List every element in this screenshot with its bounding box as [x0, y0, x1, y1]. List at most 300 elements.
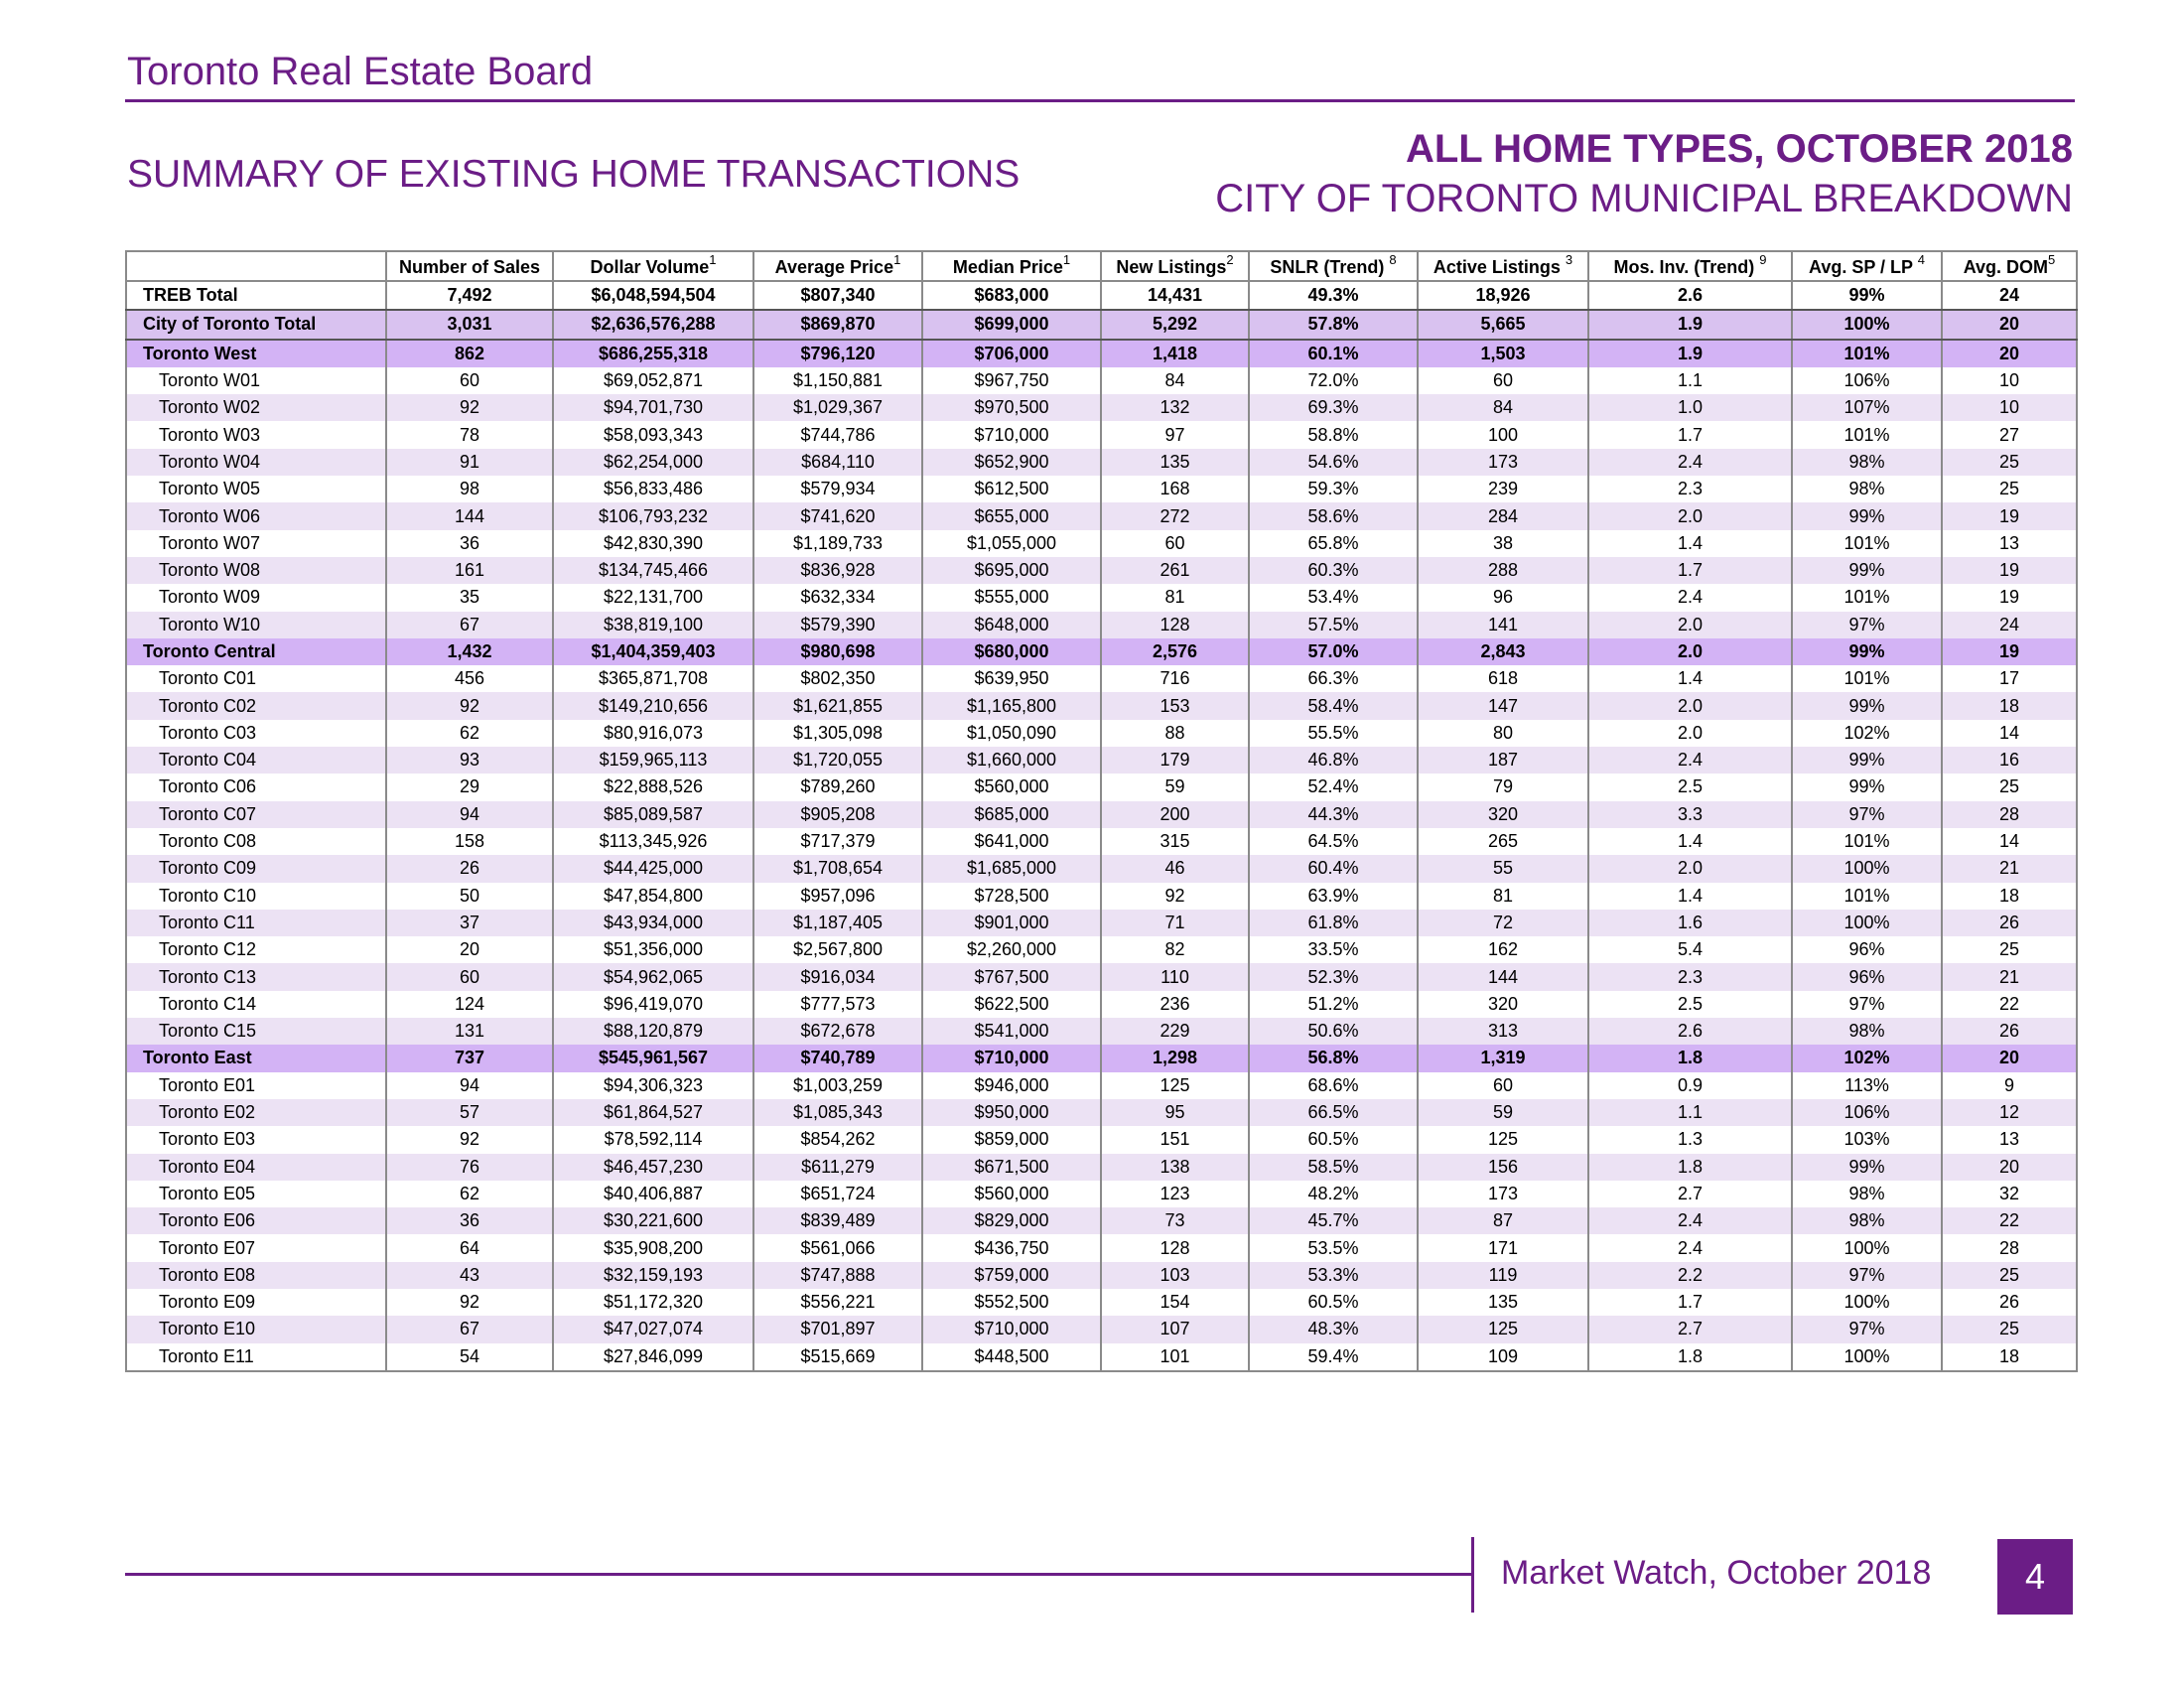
table-cell: 2.7: [1588, 1181, 1792, 1207]
table-cell: 60: [386, 367, 553, 394]
table-cell: $1,189,733: [753, 530, 922, 557]
table-cell: 94: [386, 1072, 553, 1099]
table-cell: 27: [1942, 421, 2077, 448]
table-cell: $741,620: [753, 502, 922, 529]
table-cell: 63.9%: [1249, 883, 1418, 910]
table-cell: 20: [1942, 1045, 2077, 1071]
table-row: [126, 883, 2077, 910]
row-label: City of Toronto Total: [126, 310, 386, 339]
table-cell: $728,500: [922, 883, 1101, 910]
table-cell: $651,724: [753, 1181, 922, 1207]
row-label: Toronto W06: [126, 502, 386, 529]
table-cell: 59.3%: [1249, 476, 1418, 502]
table-cell: 124: [386, 991, 553, 1018]
table-cell: $106,793,232: [553, 502, 753, 529]
table-cell: 32: [1942, 1181, 2077, 1207]
row-label: Toronto E11: [159, 1345, 254, 1366]
table-cell: 99%: [1792, 638, 1942, 665]
table-cell: 92: [386, 1289, 553, 1316]
table-cell: 66.3%: [1249, 665, 1418, 692]
table-row: [126, 991, 2077, 1018]
row-label: Toronto E01: [159, 1074, 256, 1095]
table-cell: 106%: [1792, 1099, 1942, 1126]
table-cell: $740,789: [753, 1045, 922, 1071]
table-cell: $62,254,000: [553, 449, 753, 476]
table-cell: 125: [1418, 1316, 1588, 1342]
row-label: Toronto W03: [159, 424, 261, 445]
table-cell: $149,210,656: [553, 692, 753, 719]
table-cell: 60.1%: [1249, 340, 1418, 367]
table-cell: 25: [1942, 936, 2077, 963]
table-cell: $759,000: [922, 1262, 1101, 1289]
table-cell: 99%: [1792, 281, 1942, 310]
table-cell: 84: [1101, 367, 1249, 394]
table-cell: $699,000: [922, 310, 1101, 339]
table-cell: 94: [386, 801, 553, 828]
report-title: ALL HOME TYPES, OCTOBER 2018: [1405, 127, 2073, 171]
table-cell: 2.5: [1588, 991, 1792, 1018]
table-cell: $561,066: [753, 1234, 922, 1261]
row-label: Toronto W09: [159, 587, 261, 608]
table-cell: 58.4%: [1249, 692, 1418, 719]
row-label: Toronto E09: [159, 1292, 256, 1313]
table-cell: $30,221,600: [553, 1207, 753, 1234]
table-cell: 58.8%: [1249, 421, 1418, 448]
table-cell: 67: [386, 612, 553, 638]
table-cell: $807,340: [753, 281, 922, 310]
table-cell: $767,500: [922, 963, 1101, 990]
table-cell: 25: [1942, 1316, 2077, 1342]
table-cell: $134,745,466: [553, 557, 753, 584]
table-cell: 95: [1101, 1099, 1249, 1126]
table-cell: 14,431: [1101, 281, 1249, 310]
table-cell: $47,027,074: [553, 1316, 753, 1342]
table-cell: 52.4%: [1249, 774, 1418, 800]
table-cell: 125: [1101, 1072, 1249, 1099]
table-cell: $905,208: [753, 801, 922, 828]
table-cell: 102%: [1792, 1045, 1942, 1071]
table-cell: 60: [1418, 367, 1588, 394]
table-cell: $946,000: [922, 1072, 1101, 1099]
table-cell: 265: [1418, 828, 1588, 855]
table-cell: $1,621,855: [753, 692, 922, 719]
table-cell: 62: [386, 1181, 553, 1207]
table-cell: 1.7: [1588, 421, 1792, 448]
table-cell: $51,356,000: [553, 936, 753, 963]
table-cell: 65.8%: [1249, 530, 1418, 557]
table-cell: $950,000: [922, 1099, 1101, 1126]
table-cell: 173: [1418, 449, 1588, 476]
table-cell: 60.5%: [1249, 1126, 1418, 1153]
table-cell: 20: [1942, 1154, 2077, 1181]
table-cell: 19: [1942, 584, 2077, 611]
table-cell: 1.7: [1588, 1289, 1792, 1316]
table-cell: 106%: [1792, 367, 1942, 394]
table-cell: $365,871,708: [553, 665, 753, 692]
table-cell: $717,379: [753, 828, 922, 855]
table-cell: $1,003,259: [753, 1072, 922, 1099]
table-cell: 151: [1101, 1126, 1249, 1153]
row-label: Toronto C15: [126, 1018, 386, 1045]
table-row: [126, 1181, 2077, 1207]
table-cell: 93: [386, 747, 553, 774]
table-cell: 59.4%: [1249, 1343, 1418, 1371]
table-cell: 97%: [1792, 801, 1942, 828]
table-cell: $695,000: [922, 557, 1101, 584]
table-cell: 2.3: [1588, 963, 1792, 990]
table-cell: $515,669: [753, 1343, 922, 1371]
table-cell: 81: [1101, 584, 1249, 611]
table-cell: 43: [386, 1262, 553, 1289]
table-cell: 1.1: [1588, 1099, 1792, 1126]
table-cell: 60.3%: [1249, 557, 1418, 584]
table-cell: 2.0: [1588, 692, 1792, 719]
table-cell: 16: [1942, 747, 2077, 774]
table-cell: 109: [1418, 1343, 1588, 1371]
table-cell: $436,750: [922, 1234, 1101, 1261]
table-cell: $80,916,073: [553, 720, 753, 747]
table-cell: 2.5: [1588, 774, 1792, 800]
row-label: Toronto C07: [126, 801, 386, 828]
table-row: [126, 1289, 2077, 1316]
table-cell: $686,255,318: [553, 340, 753, 367]
table-cell: 107: [1101, 1316, 1249, 1342]
table-cell: 92: [386, 1126, 553, 1153]
table-cell: 24: [1942, 281, 2077, 310]
table-cell: 2.2: [1588, 1262, 1792, 1289]
table-cell: $1,055,000: [922, 530, 1101, 557]
table-cell: $839,489: [753, 1207, 922, 1234]
table-cell: 92: [386, 394, 553, 421]
table-cell: $639,950: [922, 665, 1101, 692]
table-cell: 64: [386, 1234, 553, 1261]
table-cell: 25: [1942, 774, 2077, 800]
table-cell: $560,000: [922, 1181, 1101, 1207]
table-cell: 72.0%: [1249, 367, 1418, 394]
table-cell: 128: [1101, 1234, 1249, 1261]
table-cell: 103: [1101, 1262, 1249, 1289]
table-cell: 48.2%: [1249, 1181, 1418, 1207]
total-row: [126, 281, 2077, 310]
city-row: [126, 310, 2077, 339]
column-header-new-listings: New Listings$^2$: [1101, 251, 1249, 281]
table-cell: $38,819,100: [553, 612, 753, 638]
table-cell: $701,897: [753, 1316, 922, 1342]
region-row: [126, 638, 2077, 665]
table-row: [126, 692, 2077, 719]
table-cell: 2.0: [1588, 720, 1792, 747]
table-cell: 98%: [1792, 1018, 1942, 1045]
table-cell: $56,833,486: [553, 476, 753, 502]
table-cell: 53.4%: [1249, 584, 1418, 611]
table-row: [126, 394, 2077, 421]
table-cell: 99%: [1792, 502, 1942, 529]
table-cell: $859,000: [922, 1126, 1101, 1153]
table-cell: $47,854,800: [553, 883, 753, 910]
table-cell: 29: [386, 774, 553, 800]
table-cell: 97%: [1792, 1316, 1942, 1342]
table-cell: 66.5%: [1249, 1099, 1418, 1126]
table-cell: 25: [1942, 476, 2077, 502]
table-cell: 1.8: [1588, 1045, 1792, 1071]
table-cell: 123: [1101, 1181, 1249, 1207]
table-cell: $970,500: [922, 394, 1101, 421]
table-cell: $94,701,730: [553, 394, 753, 421]
table-cell: 156: [1418, 1154, 1588, 1181]
table-cell: 21: [1942, 963, 2077, 990]
table-cell: $829,000: [922, 1207, 1101, 1234]
row-label: Toronto E07: [159, 1237, 256, 1258]
table-cell: $51,172,320: [553, 1289, 753, 1316]
table-row: [126, 665, 2077, 692]
table-cell: 59: [1101, 774, 1249, 800]
table-row: [126, 476, 2077, 502]
table-cell: $612,500: [922, 476, 1101, 502]
table-row: [126, 1099, 2077, 1126]
table-row: [126, 1126, 2077, 1153]
table-cell: 59: [1418, 1099, 1588, 1126]
row-label: Toronto West: [126, 340, 386, 367]
table-cell: 60: [1418, 1072, 1588, 1099]
table-cell: 101%: [1792, 883, 1942, 910]
table-cell: $622,500: [922, 991, 1101, 1018]
table-cell: $683,000: [922, 281, 1101, 310]
table-cell: 99%: [1792, 1154, 1942, 1181]
table-cell: $680,000: [922, 638, 1101, 665]
table-cell: 78: [386, 421, 553, 448]
table-cell: 10: [1942, 367, 2077, 394]
table-cell: 46: [1101, 855, 1249, 882]
table-cell: 97%: [1792, 612, 1942, 638]
table-cell: 57.0%: [1249, 638, 1418, 665]
table-cell: 101%: [1792, 584, 1942, 611]
table-row: [126, 557, 2077, 584]
table-cell: 2.6: [1588, 281, 1792, 310]
table-cell: $22,131,700: [553, 584, 753, 611]
table-cell: 168: [1101, 476, 1249, 502]
table-cell: 97%: [1792, 991, 1942, 1018]
row-label: Toronto C13: [126, 963, 386, 990]
table-cell: $632,334: [753, 584, 922, 611]
table-cell: 37: [386, 910, 553, 936]
table-cell: $710,000: [922, 1045, 1101, 1071]
table-cell: 18: [1942, 692, 2077, 719]
table-cell: 18,926: [1418, 281, 1588, 310]
row-label: Toronto W01: [159, 370, 261, 391]
table-cell: $710,000: [922, 421, 1101, 448]
table-cell: 147: [1418, 692, 1588, 719]
table-cell: 20: [1942, 340, 2077, 367]
table-cell: $448,500: [922, 1343, 1101, 1371]
table-cell: 69.3%: [1249, 394, 1418, 421]
table-cell: 173: [1418, 1181, 1588, 1207]
table-cell: 13: [1942, 1126, 2077, 1153]
table-cell: 98%: [1792, 1207, 1942, 1234]
table-cell: 272: [1101, 502, 1249, 529]
row-label: Toronto C06: [159, 776, 257, 797]
table-cell: 3.3: [1588, 801, 1792, 828]
column-header-average-price: Average Price$^1$: [753, 251, 922, 281]
table-cell: 2.3: [1588, 476, 1792, 502]
table-cell: 158: [386, 828, 553, 855]
table-cell: 1.3: [1588, 1126, 1792, 1153]
table-cell: 62: [386, 720, 553, 747]
table-cell: 101%: [1792, 828, 1942, 855]
table-cell: 5,292: [1101, 310, 1249, 339]
row-label: Toronto W07: [159, 532, 261, 553]
table-row: [126, 720, 2077, 747]
region-row: [126, 340, 2077, 367]
table-cell: 48.3%: [1249, 1316, 1418, 1342]
table-cell: 179: [1101, 747, 1249, 774]
table-cell: 100%: [1792, 855, 1942, 882]
table-cell: 99%: [1792, 774, 1942, 800]
table-cell: 98: [386, 476, 553, 502]
table-cell: 14: [1942, 720, 2077, 747]
footer-vertical-divider: [1471, 1537, 1474, 1613]
table-cell: 101%: [1792, 421, 1942, 448]
table-cell: 320: [1418, 991, 1588, 1018]
table-cell: 61.8%: [1249, 910, 1418, 936]
table-cell: 1,418: [1101, 340, 1249, 367]
table-cell: 1.8: [1588, 1154, 1792, 1181]
table-cell: 87: [1418, 1207, 1588, 1234]
table-row: [126, 1234, 2077, 1261]
table-cell: 261: [1101, 557, 1249, 584]
table-cell: 100%: [1792, 1289, 1942, 1316]
table-cell: 1,298: [1101, 1045, 1249, 1071]
row-label: Toronto W05: [159, 479, 261, 499]
table-cell: 2.7: [1588, 1316, 1792, 1342]
table-cell: $901,000: [922, 910, 1101, 936]
table-cell: $672,678: [753, 1018, 922, 1045]
table-row: [126, 367, 2077, 394]
table-cell: 288: [1418, 557, 1588, 584]
table-cell: 119: [1418, 1262, 1588, 1289]
table-cell: $854,262: [753, 1126, 922, 1153]
table-cell: $555,000: [922, 584, 1101, 611]
table-cell: 60.5%: [1249, 1289, 1418, 1316]
table-cell: 88: [1101, 720, 1249, 747]
breakdown-title: CITY OF TORONTO MUNICIPAL BREAKDOWN: [1215, 177, 2073, 220]
table-row: [126, 936, 2077, 963]
table-cell: 81: [1418, 883, 1588, 910]
table-cell: $611,279: [753, 1154, 922, 1181]
table-cell: 12: [1942, 1099, 2077, 1126]
table-cell: 76: [386, 1154, 553, 1181]
table-cell: 26: [1942, 1289, 2077, 1316]
table-cell: 2.4: [1588, 449, 1792, 476]
table-header-row: [126, 251, 2077, 281]
column-header-active-listings: Active Listings $^3$: [1418, 251, 1588, 281]
summary-title: SUMMARY OF EXISTING HOME TRANSACTIONS: [127, 153, 1021, 196]
table-cell: 456: [386, 665, 553, 692]
table-cell: 46.8%: [1249, 747, 1418, 774]
table-cell: $94,306,323: [553, 1072, 753, 1099]
table-cell: 1,503: [1418, 340, 1588, 367]
table-cell: 103%: [1792, 1126, 1942, 1153]
table-cell: $652,900: [922, 449, 1101, 476]
table-row: [126, 774, 2077, 800]
table-cell: 10: [1942, 394, 2077, 421]
table-cell: 2.4: [1588, 584, 1792, 611]
table-cell: 113%: [1792, 1072, 1942, 1099]
table-cell: 26: [1942, 910, 2077, 936]
table-cell: 313: [1418, 1018, 1588, 1045]
table-cell: 144: [1418, 963, 1588, 990]
table-cell: $27,846,099: [553, 1343, 753, 1371]
table-cell: 82: [1101, 936, 1249, 963]
table-cell: 200: [1101, 801, 1249, 828]
row-label: Toronto C10: [159, 885, 257, 906]
table-cell: 2.6: [1588, 1018, 1792, 1045]
table-cell: 2,843: [1418, 638, 1588, 665]
table-cell: 97%: [1792, 1262, 1942, 1289]
row-label: Toronto C02: [126, 692, 386, 719]
region-row: [126, 1045, 2077, 1071]
table-cell: $560,000: [922, 774, 1101, 800]
table-cell: $957,096: [753, 883, 922, 910]
row-label: TREB Total: [126, 281, 386, 310]
table-cell: $579,390: [753, 612, 922, 638]
table-row: [126, 801, 2077, 828]
table-cell: $43,934,000: [553, 910, 753, 936]
table-cell: 58.6%: [1249, 502, 1418, 529]
table-cell: 135: [1418, 1289, 1588, 1316]
table-cell: 73: [1101, 1207, 1249, 1234]
table-body: [126, 281, 2077, 1371]
table-cell: $1,708,654: [753, 855, 922, 882]
table-cell: 0.9: [1588, 1072, 1792, 1099]
column-header-avg-dom: Avg. DOM$^5$: [1942, 251, 2077, 281]
table-cell: 38: [1418, 530, 1588, 557]
table-row: [126, 449, 2077, 476]
row-label: Toronto E03: [159, 1129, 256, 1150]
table-cell: 618: [1418, 665, 1588, 692]
table-cell: 100%: [1792, 910, 1942, 936]
table-cell: 50: [386, 883, 553, 910]
table-cell: 2.4: [1588, 747, 1792, 774]
table-cell: 239: [1418, 476, 1588, 502]
table-cell: $113,345,926: [553, 828, 753, 855]
table-cell: 320: [1418, 801, 1588, 828]
org-title: Toronto Real Estate Board: [127, 50, 594, 93]
table-cell: $980,698: [753, 638, 922, 665]
table-cell: 60.4%: [1249, 855, 1418, 882]
table-cell: $69,052,871: [553, 367, 753, 394]
table-row: [126, 1262, 2077, 1289]
table-cell: $1,685,000: [922, 855, 1101, 882]
table-cell: 24: [1942, 612, 2077, 638]
table-cell: $35,908,200: [553, 1234, 753, 1261]
table-cell: 97: [1101, 421, 1249, 448]
table-cell: $706,000: [922, 340, 1101, 367]
table-cell: $671,500: [922, 1154, 1101, 1181]
table-cell: 17: [1942, 665, 2077, 692]
table-cell: 1.8: [1588, 1343, 1792, 1371]
table-cell: 100%: [1792, 310, 1942, 339]
table-cell: 54.6%: [1249, 449, 1418, 476]
table-cell: $1,305,098: [753, 720, 922, 747]
table-cell: 67: [386, 1316, 553, 1342]
table-cell: $648,000: [922, 612, 1101, 638]
table-cell: 1,319: [1418, 1045, 1588, 1071]
table-cell: $58,093,343: [553, 421, 753, 448]
table-cell: 101: [1101, 1343, 1249, 1371]
table-cell: 52.3%: [1249, 963, 1418, 990]
table-cell: 33.5%: [1249, 936, 1418, 963]
page-number: 4: [1997, 1539, 2073, 1615]
